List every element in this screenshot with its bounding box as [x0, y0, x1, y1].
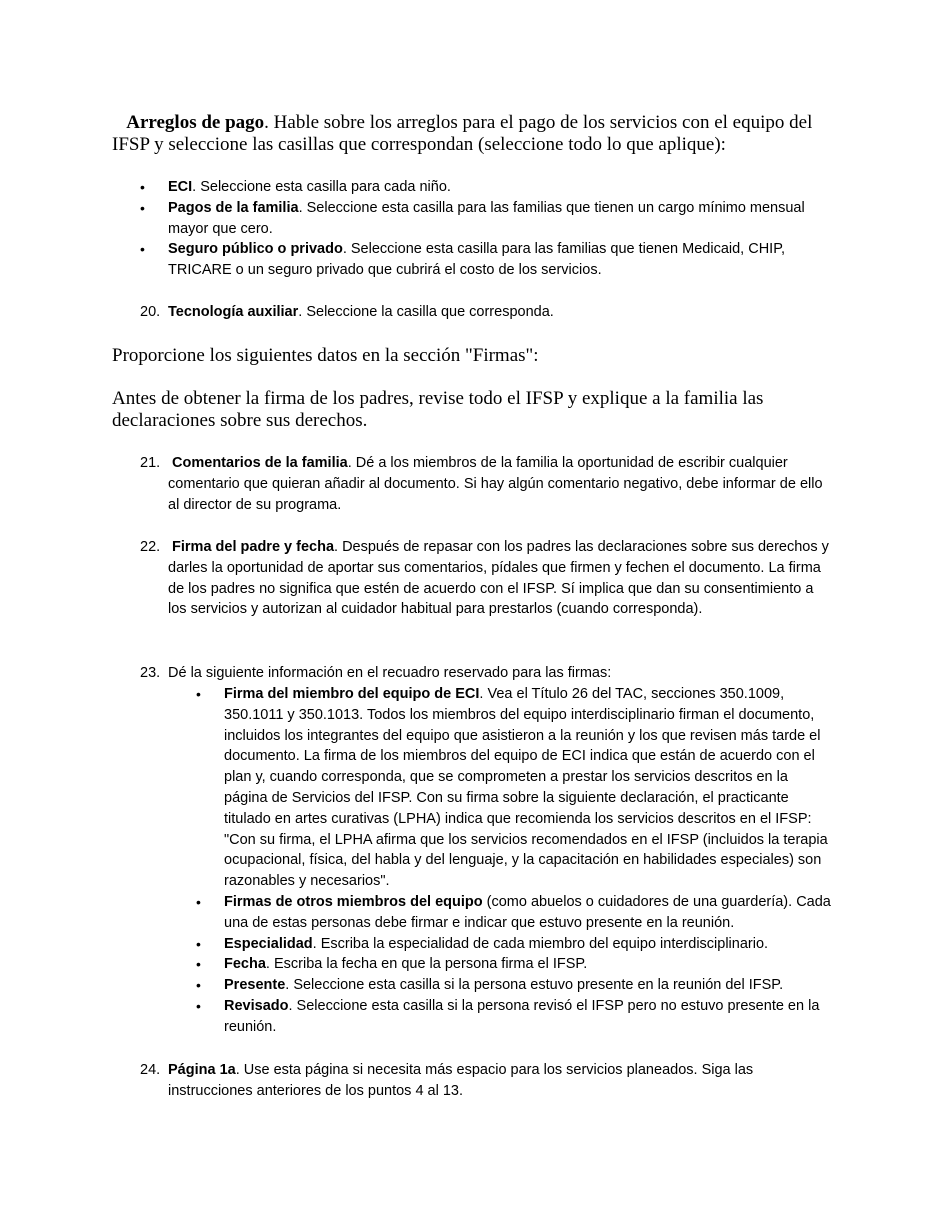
- bullet: •: [196, 893, 201, 910]
- bullet: •: [196, 686, 201, 702]
- bullet: •: [196, 956, 201, 973]
- bullet: •: [196, 935, 201, 952]
- item-22: 22. Firma del padre y fecha. Después de repasar con los padres las declaraciones sobre sus derechos y darles la oportunidad de aportar sus comentarios, pídales que firmen y fechen el documento. La firma de los padres no significa que estén de acuerdo con el IFSP. Sí implica que dan su consentimiento a los servicios y autorizan al cuidador habitual para prestarlos (cuando corresponda).: [140, 539, 829, 618]
- list-item: • Firma del miembro del equipo de ECI. Vea el Título 26 del TAC, secciones 350.1009, 350.1011 y 350.1013. Todos los miembros del equipo interdisciplinario firman el documento, incluidos los integrantes del equipo que asistieron a la reunión y los que revisen más tarde el documento. La firma de los miembros del equipo de ECI indica que están de acuerdo con el plan y, cuando corresponda, que se comprometen a prestar los servicios descritos en la página de Servicios del IFSP. Con su firma sobre la siguiente declaración, el practicante titulado en artes curativas (LPHA) indica que recomienda los servicios descritos en el IFSP: "Con su firma, el LPHA afirma que los servicios recomendados en el IFSP (incluidos la terapia ocupacional, física, del habla y del lenguaje, y la capacitación en habilidades especiales) son razonables y necesarios".: [196, 686, 828, 890]
- list-item: • Presente. Seleccione esta casilla si la persona estuvo presente en la reunión del IFSP.: [224, 975, 834, 996]
- payment-arrangements-title: Arreglos de pago: [126, 112, 265, 133]
- item-21: 21. Comentarios de la familia. Dé a los miembros de la familia la oportunidad de escribir cualquier comentario que quieran añadir al documento. Si hay algún comentario negativo, debe informar de ello al director de su programa.: [140, 455, 823, 513]
- item-20: 20. Tecnología auxiliar. Seleccione la casilla que corresponda.: [140, 302, 833, 323]
- bullet: •: [140, 179, 145, 195]
- bullet: •: [196, 997, 201, 1014]
- item-number: 20.: [140, 304, 161, 320]
- list-item: • Fecha. Escriba la fecha en que la persona firma el IFSP.: [224, 954, 834, 975]
- payment-options-list: [140, 177, 833, 281]
- bullet: •: [140, 241, 145, 258]
- payment-arrangements-text: . Hable sobre los arreglos para el pago de los servicios con el equipo del IFSP y seleccione las casillas que correspondan (seleccione todo lo que aplique):: [112, 112, 813, 155]
- list-item: • Revisado. Seleccione esta casilla si la persona revisó el IFSP pero no estuvo presente en la reunión.: [196, 997, 820, 1035]
- signatures-intro: Proporcione los siguientes datos en la sección "Firmas":: [112, 345, 539, 366]
- list-item: • Firmas de otros miembros del equipo (como abuelos o cuidadores de una guardería). Cada una de estas personas debe firmar e indicar que estuvo presente en la reunión.: [196, 893, 831, 931]
- list-item: • Pagos de la familia. Seleccione esta casilla para las familias que tienen un cargo mínimo mensual mayor que cero.: [140, 199, 805, 237]
- list-item: • Seguro público o privado. Seleccione esta casilla para las familias que tienen Medicaid, CHIP, TRICARE o un seguro privado que cubrirá el costo de los servicios.: [140, 241, 786, 279]
- item-number: 23.: [140, 665, 161, 681]
- list-item: • ECI. Seleccione esta casilla para cada niño.: [168, 177, 833, 198]
- list-item: • Especialidad. Escriba la especialidad de cada miembro del equipo interdisciplinario.: [224, 934, 834, 955]
- signature-box-list: [196, 684, 834, 1038]
- item-number: 22.: [140, 539, 161, 555]
- before-signature-paragraph: Antes de obtener la firma de los padres, revise todo el IFSP y explique a la familia las declaraciones sobre sus derechos.: [112, 388, 764, 431]
- item-number: 21.: [140, 455, 161, 471]
- bullet: •: [140, 199, 145, 216]
- item-number: 24.: [140, 1062, 161, 1078]
- item-23: 23. Dé la siguiente información en el recuadro reservado para las firmas:: [140, 663, 833, 684]
- payment-arrangements-paragraph: [112, 112, 832, 156]
- bullet: •: [196, 977, 201, 994]
- item-24: 24. Página 1a. Use esta página si necesita más espacio para los servicios planeados. Siga las instrucciones anteriores de los puntos 4 al 13.: [140, 1062, 754, 1099]
